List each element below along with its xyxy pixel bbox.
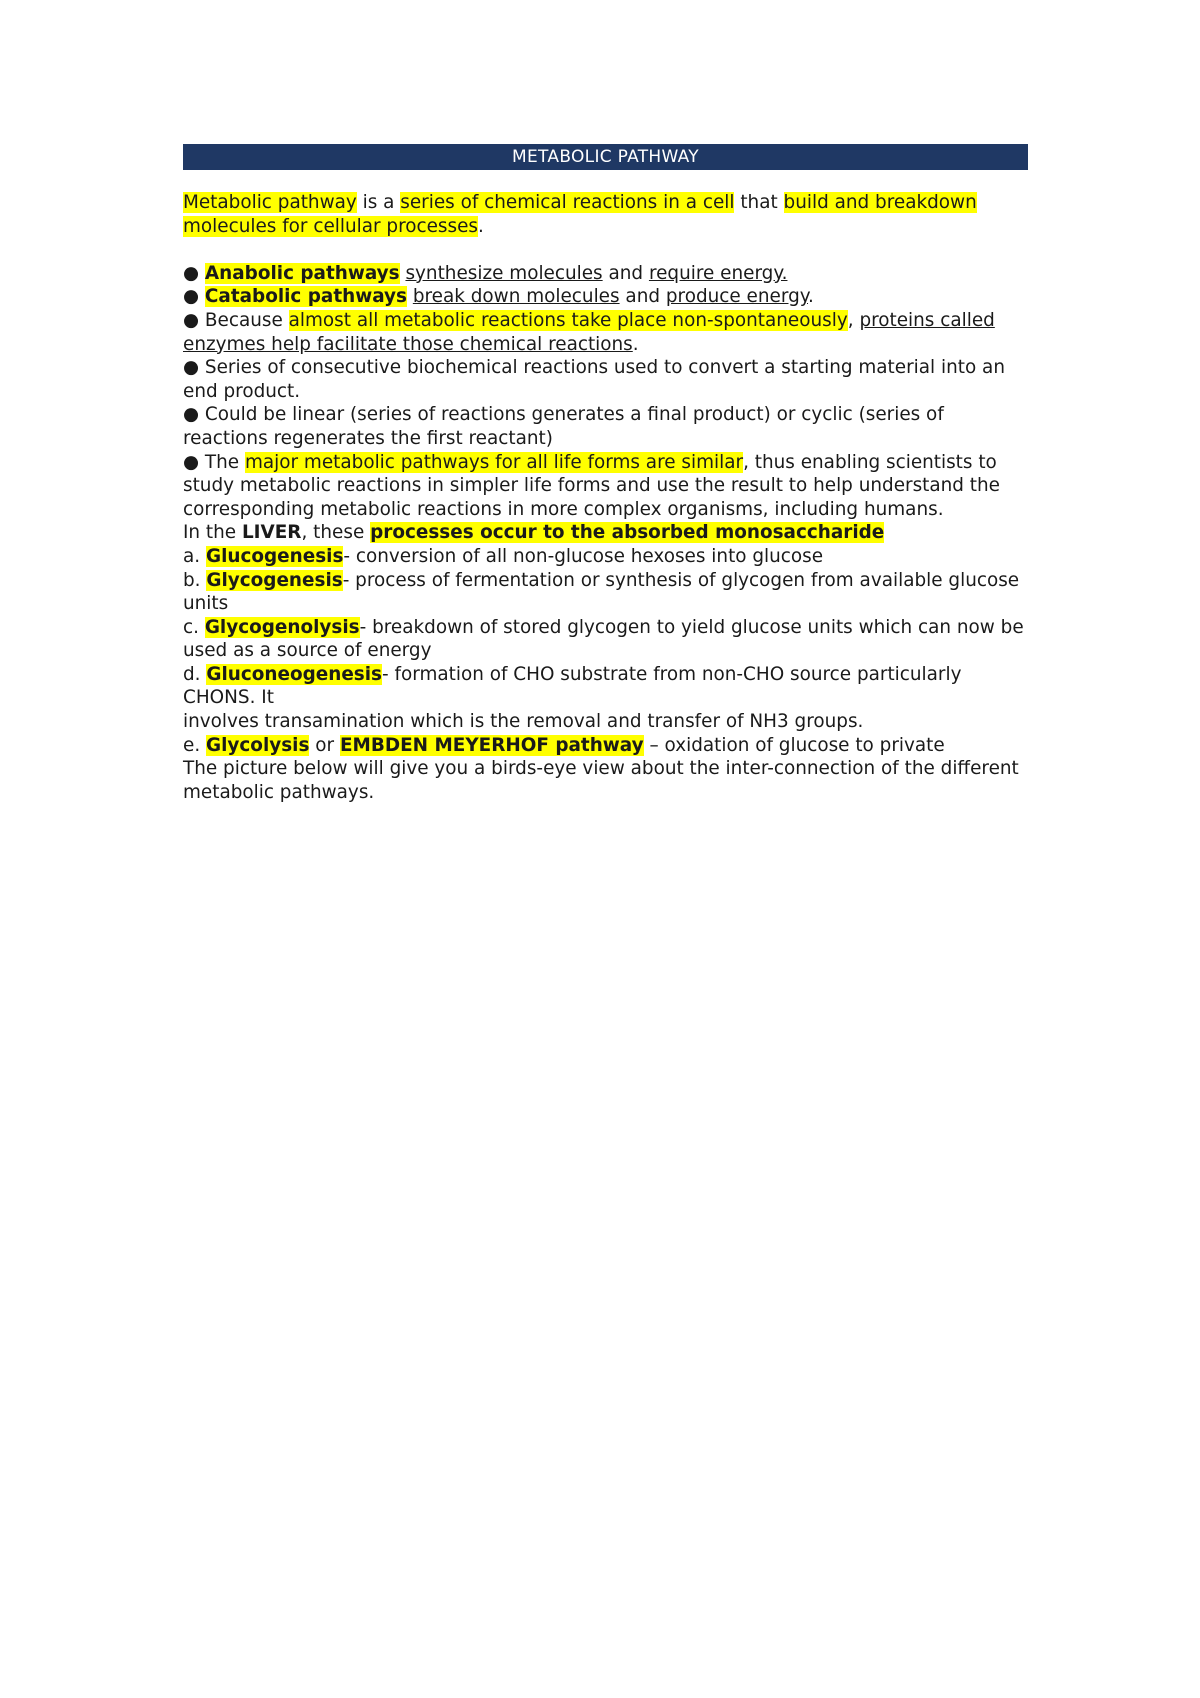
bullet-anabolic: ● Anabolic pathways synthesize molecules and require energy. [183,262,788,284]
bullet-linear: ● Could be linear (series of reactions generates a final product) or cyclic (series of reactions regenerates the first reactant) [183,404,944,449]
bullet-icon: ● [183,404,200,426]
process-a: a. Glucogenesis- conversion of all non-glucose hexoses into glucose [183,545,824,567]
process-d: d. Gluconeogenesis- formation of CHO substrate from non-CHO source particularly CHONS. It [183,663,962,709]
document-body [183,191,1028,804]
paragraph-gap [183,238,1028,262]
liver-line: In the LIVER, these processes occur to the absorbed monosaccharide [183,522,885,544]
document-title: METABOLIC PATHWAY [183,144,1028,170]
intro-paragraph: Metabolic pathway is a series of chemical reactions in a cell that build and breakdown molecules for cellular processes. [183,192,977,237]
bullet-icon: ● [183,357,200,379]
process-b: b. Glycogenesis- process of fermentation or synthesis of glycogen from available glucose units [183,569,1020,615]
intro-term: Metabolic pathway [183,192,357,213]
bullet-icon: ● [183,286,200,308]
bullet-icon: ● [183,451,200,473]
bullet-icon: ● [183,262,200,284]
process-c: c. Glycogenolysis- breakdown of stored glycogen to yield glucose units which can now be used as a source of energy [183,616,1024,662]
bullet-series: ● Series of consecutive biochemical reactions used to convert a starting material into an end product. [183,357,1005,402]
bullet-catabolic: ● Catabolic pathways break down molecules and produce energy. [183,286,814,308]
process-d-continuation: involves transamination which is the removal and transfer of NH3 groups. [183,711,864,733]
bullet-because: ● Because almost all metabolic reactions take place non-spontaneously, proteins called enzymes help facilitate those chemical reactions. [183,309,995,355]
process-e: e. Glycolysis or EMBDEN MEYERHOF pathway – oxidation of glucose to private [183,734,945,756]
bullet-icon: ● [183,309,200,331]
closing-paragraph: The picture below will give you a birds-eye view about the inter-connection of the different metabolic pathways. [183,758,1019,803]
document-page [183,144,1028,804]
bullet-major: ● The major metabolic pathways for all life forms are similar, thus enabling scientists to study metabolic reactions in simpler life forms and use the result to help understand the corresponding metabolic reactions in more complex organisms, including humans. [183,451,1000,520]
